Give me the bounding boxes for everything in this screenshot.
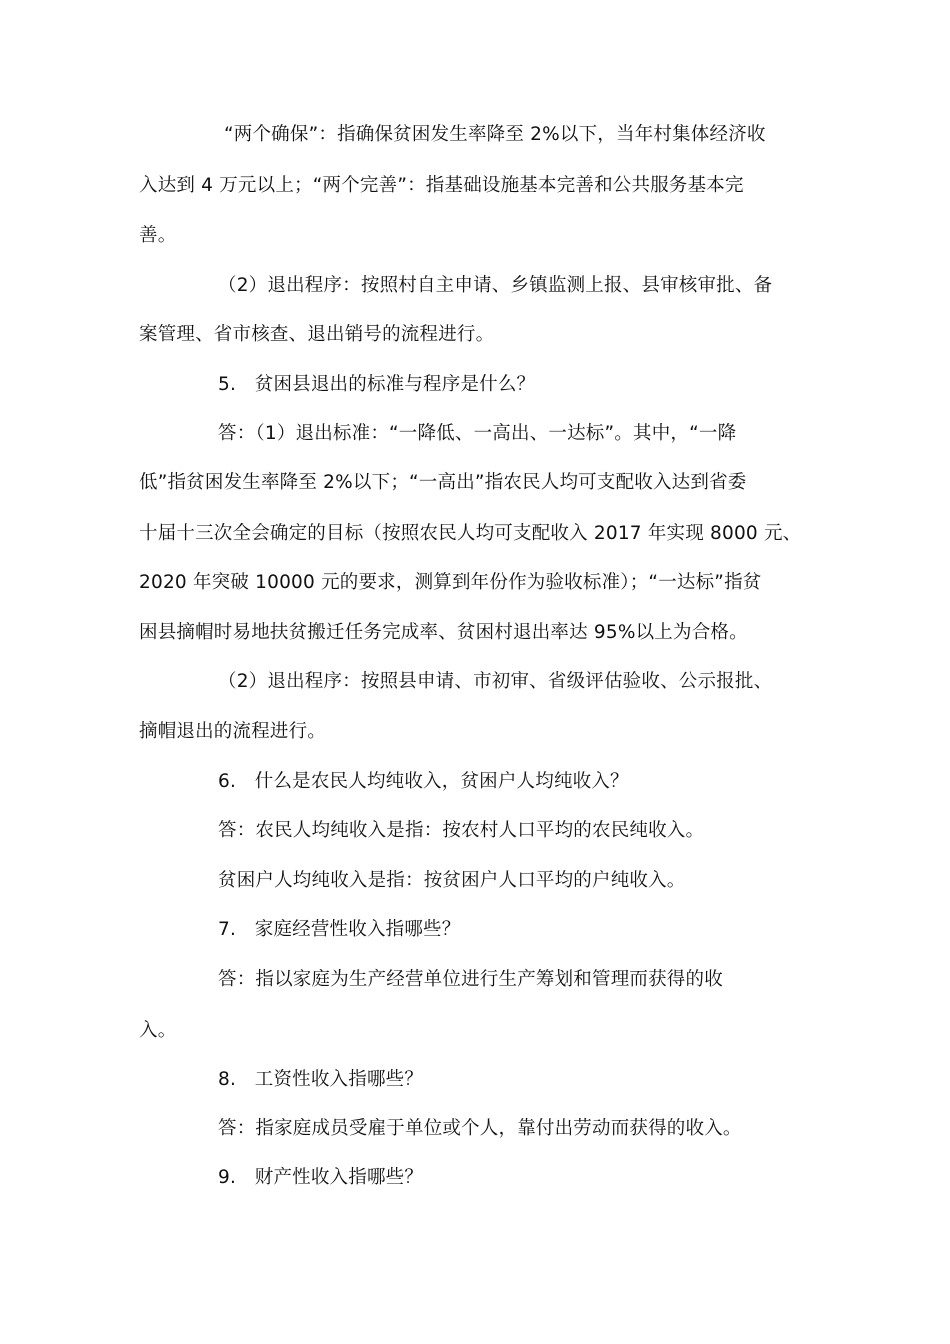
question-heading: 8. 工资性收入指哪些？	[218, 1069, 424, 1090]
text-line: （2）退出程序：按照村自主申请、乡镇监测上报、县审核审批、备	[218, 275, 773, 296]
text-line: （2）退出程序：按照县申请、市初审、省级评估验收、公示报批、	[218, 671, 773, 692]
text-line: 摘帽退出的流程进行。	[139, 721, 327, 742]
text-line: 案管理、省市核查、退出销号的流程进行。	[139, 324, 495, 345]
text-line: 答：（1）退出标准：“一降低、一高出、一达标”。其中，“一降	[218, 423, 737, 444]
question-heading: 9. 财产性收入指哪些？	[218, 1167, 424, 1188]
text-line: “两个确保”：指确保贫困发生率降至 2%以下，当年村集体经济收	[224, 124, 766, 145]
text-line: 困县摘帽时易地扶贫搬迁任务完成率、贫困村退出率达 95%以上为合格。	[139, 622, 748, 643]
question-heading: 6. 什么是农民人均纯收入，贫困户人均纯收入？	[218, 771, 629, 792]
text-line: 善。	[139, 225, 177, 246]
text-line: 2020 年突破 10000 元的要求，测算到年份作为验收标准）；“一达标”指贫	[139, 572, 762, 593]
question-heading: 5. 贫困县退出的标准与程序是什么？	[218, 374, 536, 395]
text-line: 贫困户人均纯收入是指：按贫困户人口平均的户纯收入。	[218, 870, 686, 891]
text-line: 入。	[139, 1020, 177, 1041]
text-line: 答：农民人均纯收入是指：按农村人口平均的农民纯收入。	[218, 820, 705, 841]
question-heading: 7. 家庭经营性收入指哪些？	[218, 919, 461, 940]
text-line: 答：指家庭成员受雇于单位或个人，靠付出劳动而获得的收入。	[218, 1118, 742, 1139]
text-line: 入达到 4 万元以上；“两个完善”：指基础设施基本完善和公共服务基本完	[139, 175, 744, 196]
text-line: 低”指贫困发生率降至 2%以下；“一高出”指农民人均可支配收入达到省委	[139, 472, 747, 493]
text-line: 答：指以家庭为生产经营单位进行生产筹划和管理而获得的收	[218, 969, 723, 990]
text-line: 十届十三次全会确定的目标（按照农民人均可支配收入 2017 年实现 8000 元、	[139, 523, 802, 544]
